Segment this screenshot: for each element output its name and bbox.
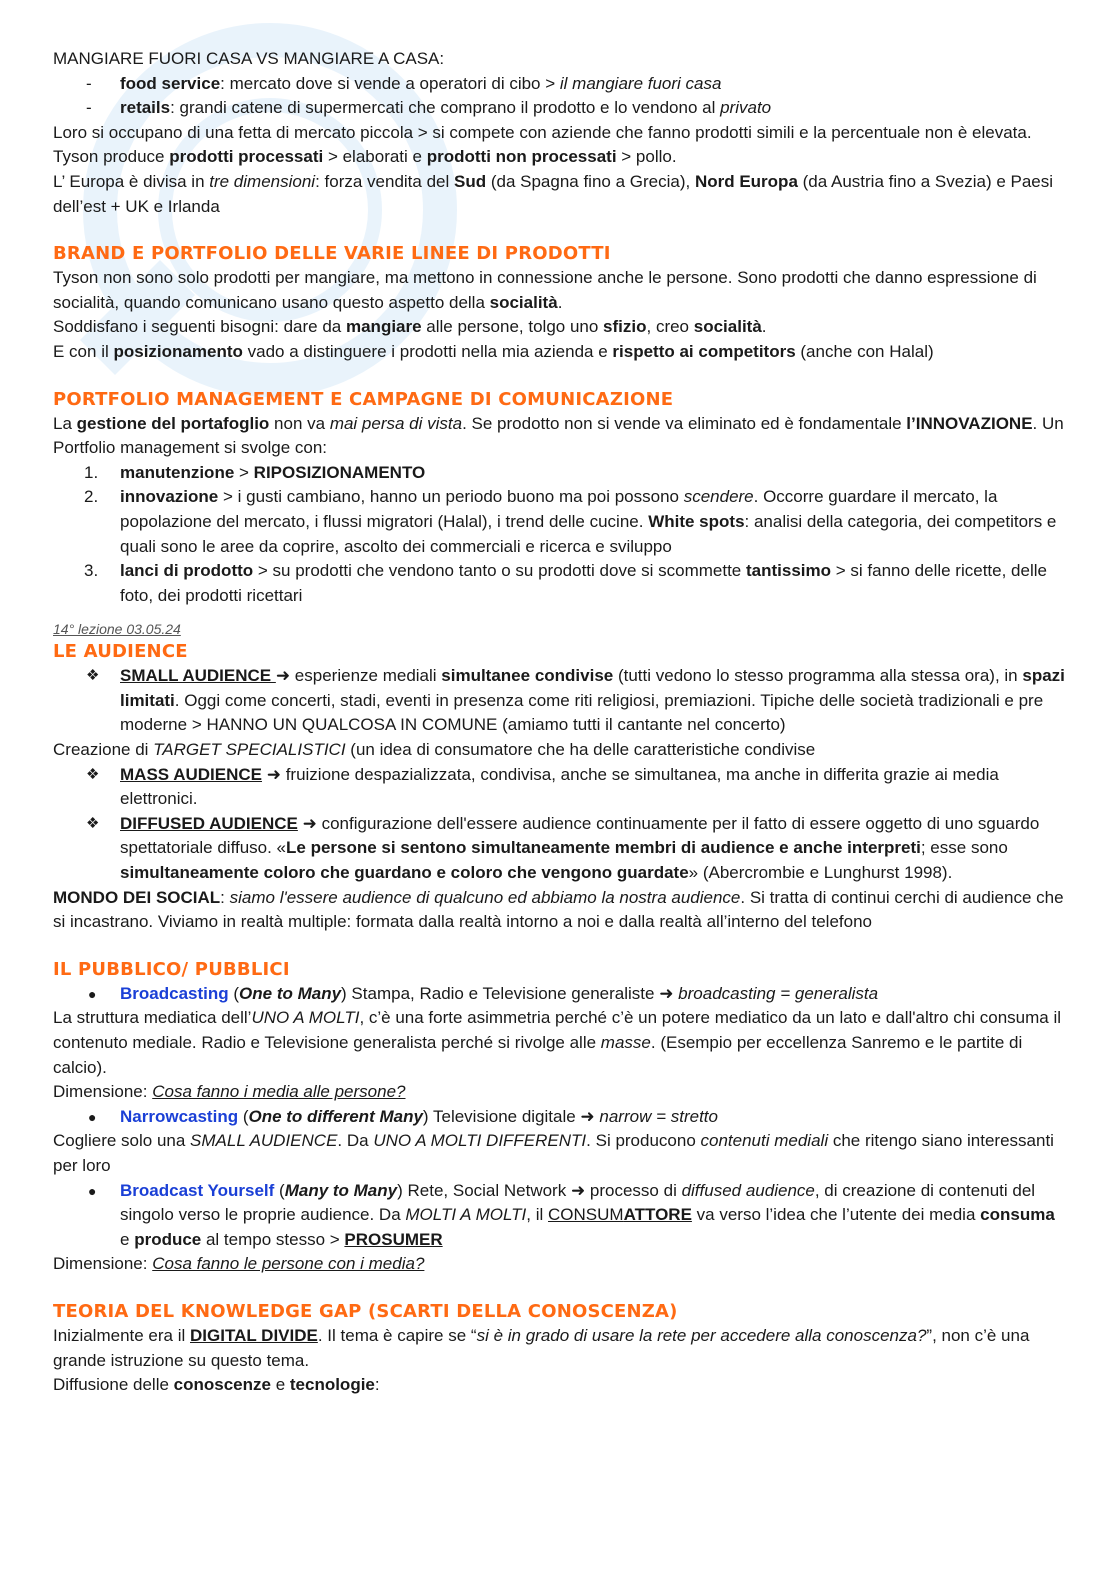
- paragraph: La gestione del portafoglio non va mai persa di vista. Se prodotto non si vende va eliminato ed è fondamentale l’INNOVAZIONE. Un Portfolio management si svolge con:: [53, 413, 1064, 458]
- bullet-list: [53, 1105, 1065, 1130]
- paragraph: Soddisfano i seguenti bisogni: dare da mangiare alle persone, tolgo uno sfizio, creo socialità.: [53, 317, 767, 337]
- bullet-icon: ●: [88, 1182, 97, 1199]
- section-heading: PORTFOLIO MANAGEMENT E CAMPAGNE DI COMUNICAZIONE: [53, 388, 674, 410]
- dash-bullet: -: [86, 98, 92, 118]
- list-item: - food service: mercato dove si vende a operatori di cibo > il mangiare fuori casa: [53, 72, 1065, 97]
- list-item: ❖ DIFFUSED AUDIENCE ➜ configurazione dell'essere audience continuamente per il fatto di essere oggetto di uno sguardo spettatoriale diffuso. «Le persone si sentono simultaneamente membri di audience e anche interpreti; esse sono simultaneamente coloro che guardano e coloro che vengono guardate» (Abercrombie e Lunghurst 1998).: [86, 813, 1040, 883]
- list-item: ● Broadcasting (One to Many) Stampa, Radio e Televisione generaliste ➜ broadcasting = generalista: [53, 982, 1065, 1007]
- section-heading: LE AUDIENCE: [53, 641, 188, 663]
- numbered-list: [53, 461, 1065, 609]
- bullet-list: [53, 1179, 1065, 1253]
- list-item: 2. innovazione > i gusti cambiano, hanno un periodo buono ma poi possono scendere. Occorre guardare il mercato, la popolazione del mercato, i flussi migratori (Halal), i trend delle cucine. White spots: analisi della categoria, dei competitors e quali sono le aree da coprire, ascolto dei commerciali e ricerca e sviluppo: [84, 487, 1057, 556]
- list-item: ❖ SMALL AUDIENCE ➜ esperienze mediali simultanee condivise (tutti vedono lo stesso programma alla stessa ora), in spazi limitati. Oggi come concerti, stadi, eventi in presenza come riti religiosi, premiazioni. Tipiche delle società tradizionali e pre moderne > HANNO UN QUALCOSA IN COMUNE (amiamo tutti il cantante nel concerto): [86, 666, 1065, 735]
- list-item: - retails: grandi catene di supermercati che comprano il prodotto e lo vendono al privato: [53, 96, 1065, 121]
- lesson-date: 14° lezione 03.05.24: [53, 621, 181, 638]
- diamond-list: [53, 664, 1065, 738]
- diamond-bullet-icon: ❖: [86, 667, 100, 685]
- list-item: ❖ MASS AUDIENCE ➜ fruizione despazializzata, condivisa, anche se simultanea, ma anche in differita grazie ai media elettronici.: [86, 764, 999, 809]
- paragraph: Loro si occupano di una fetta di mercato piccola > si compete con aziende che fanno prodotti simili e la percentuale non è elevata. Tyson produce prodotti processati > elaborati e prodotti non processati > pollo.: [53, 122, 1032, 167]
- document-page: [53, 47, 1065, 1398]
- bullet-list: [53, 982, 1065, 1007]
- bullet-icon: ●: [88, 985, 97, 1002]
- paragraph: Dimensione: Cosa fanno le persone con i media?: [53, 1254, 425, 1274]
- list-item: 1. manutenzione > RIPOSIZIONAMENTO: [53, 461, 1065, 486]
- dash-bullet: -: [86, 73, 92, 93]
- list-number: 2.: [84, 487, 99, 507]
- paragraph: Tyson non sono solo prodotti per mangiare, ma mettono in connessione anche le persone. Sono prodotti che danno espressione di socialità, quando comunicano usano questo aspetto della socialità.: [53, 268, 1037, 312]
- paragraph: Creazione di TARGET SPECIALISTICI (un idea di consumatore che ha delle caratteristiche condivise: [53, 740, 816, 760]
- list-item: ● Narrowcasting (One to different Many) Televisione digitale ➜ narrow = stretto: [53, 1105, 1065, 1130]
- diamond-list: [53, 763, 1065, 886]
- diamond-bullet-icon: ❖: [86, 814, 100, 832]
- paragraph: Diffusione delle conoscenze e tecnologie:: [53, 1375, 380, 1395]
- paragraph: La struttura mediatica dell’UNO A MOLTI, c’è una forte asimmetria perché c’è un potere mediatico da un lato e dall'altro chi consuma il contenuto mediale. Radio e Televisione generalista perché si rivolge alle masse. (Esempio per eccellenza Sanremo e le partite di calcio).: [53, 1008, 1061, 1077]
- paragraph: E con il posizionamento vado a distinguere i prodotti nella mia azienda e rispetto ai competitors (anche con Halal): [53, 341, 934, 361]
- paragraph: MONDO DEI SOCIAL: siamo l'essere audience di qualcuno ed abbiamo la nostra audience. Si tratta di continui cerchi di audience che si incastrano. Viviamo in realtà multiple: formata dalla realtà intorno a noi e dalla realtà all’interno del telefono: [53, 887, 1064, 932]
- paragraph: L’ Europa è divisa in tre dimensioni: forza vendita del Sud (da Spagna fino a Grecia), Nord Europa (da Austria fino a Svezia) e Paesi dell’est + UK e Irlanda: [53, 171, 1054, 216]
- section-heading-plain: MANGIARE FUORI CASA VS MANGIARE A CASA:: [53, 49, 445, 68]
- section-heading: BRAND E PORTFOLIO DELLE VARIE LINEE DI PRODOTTI: [53, 243, 611, 265]
- diamond-bullet-icon: ❖: [86, 765, 100, 783]
- section-heading: IL PUBBLICO/ PUBBLICI: [53, 958, 290, 980]
- bullet-icon: ●: [88, 1108, 97, 1125]
- list-number: 1.: [84, 462, 99, 482]
- paragraph: Inizialmente era il DIGITAL DIVIDE. Il tema è capire se “si è in grado di usare la rete per accedere alla conoscenza?”, non c’è una grande istruzione su questo tema.: [53, 1325, 1030, 1370]
- list-item: 3. lanci di prodotto > su prodotti che vendono tanto o su prodotti dove si scommette tantissimo > si fanno delle ricette, delle foto, dei prodotti ricettari: [84, 561, 1047, 605]
- paragraph: Cogliere solo una SMALL AUDIENCE. Da UNO A MOLTI DIFFERENTI. Si producono contenuti mediali che ritengo siano interessanti per loro: [53, 1131, 1054, 1175]
- list-number: 3.: [84, 561, 99, 581]
- section-heading: TEORIA DEL KNOWLEDGE GAP (SCARTI DELLA CONOSCENZA): [53, 1300, 678, 1322]
- paragraph: Dimensione: Cosa fanno i media alle persone?: [53, 1082, 406, 1102]
- list-item: ● Broadcast Yourself (Many to Many) Rete, Social Network ➜ processo di diffused audience, di creazione di contenuti del singolo verso le proprie audience. Da MOLTI A MOLTI, il CONSUMATTORE va verso l’idea che l’utente dei media consuma e produce al tempo stesso > PROSUMER: [88, 1180, 1055, 1249]
- dash-list: [53, 72, 1065, 121]
